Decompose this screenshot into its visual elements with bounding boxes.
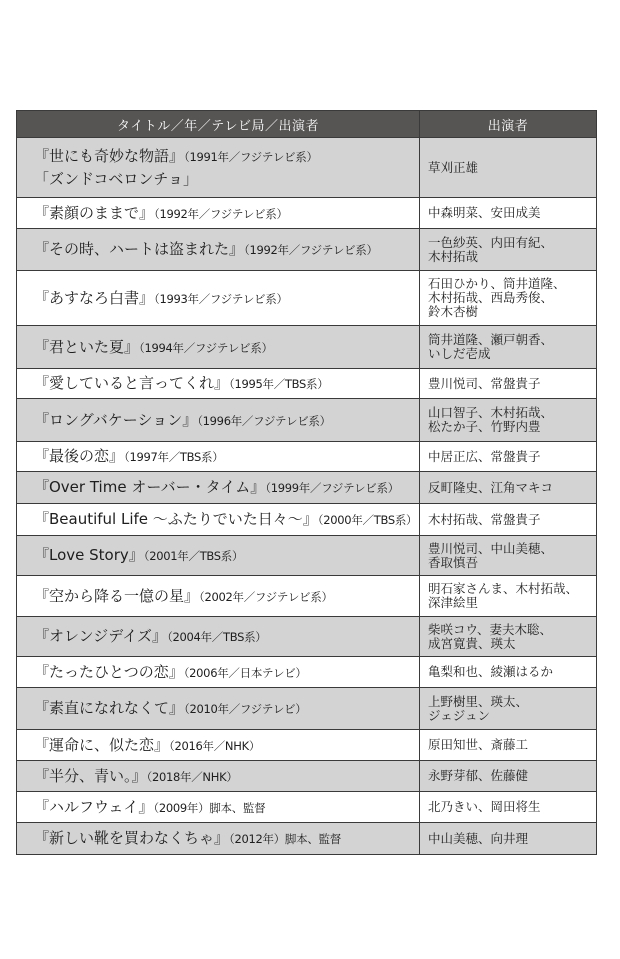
drama-year-network: （1996年／フジテレビ系） xyxy=(197,413,331,428)
drama-title: 『運命に、似た恋』 xyxy=(34,735,170,754)
drama-title: 『ハルフウェイ』 xyxy=(34,797,154,816)
drama-year-network: （1995年／TBS系） xyxy=(229,377,329,391)
drama-year-network: （2000年／TBS系） xyxy=(317,513,418,527)
cast-cell xyxy=(420,823,597,855)
table-row xyxy=(17,761,597,792)
drama-title: 『ロングバケーション』 xyxy=(34,410,198,429)
cast-cell xyxy=(420,326,597,369)
table-row xyxy=(17,229,597,271)
table-row xyxy=(17,536,597,576)
cast-line: 山口智子、木村拓哉、 xyxy=(428,405,554,420)
title-cell xyxy=(17,138,420,198)
drama-table xyxy=(16,110,597,855)
header-title-column: タイトル／年／テレビ局／出演者 xyxy=(17,111,420,138)
cast-line: 亀梨和也、綾瀬はるか xyxy=(428,664,554,679)
cast-line: 一色紗英、内田有紀、 xyxy=(428,234,554,250)
title-cell xyxy=(17,442,420,472)
table-row xyxy=(17,399,597,442)
drama-year-network: （2002年／フジテレビ系） xyxy=(199,589,333,604)
title-cell xyxy=(17,326,420,369)
drama-title: 『その時、ハートは盗まれた』 xyxy=(34,240,245,258)
table-row xyxy=(17,730,597,761)
cast-line: 成宮寛貴、瑛太 xyxy=(428,635,516,651)
cast-line: 香取慎吾 xyxy=(428,554,479,570)
cast-line: 中居正広、常盤貴子 xyxy=(428,448,541,464)
cast-line: 柴咲コウ、妻夫木聡、 xyxy=(428,621,553,637)
title-cell xyxy=(17,761,420,792)
drama-title: 『素直になれなくて』 xyxy=(34,699,185,717)
drama-year-network: （1999年／フジテレビ系） xyxy=(265,481,399,495)
drama-title: 『世にも奇妙な物語』 xyxy=(34,147,185,165)
drama-title: 『最後の恋』 xyxy=(34,447,125,465)
table-row xyxy=(17,688,597,730)
cast-line: 北乃きい、岡田将生 xyxy=(428,799,541,814)
cast-line: 木村拓哉、常盤貴子 xyxy=(428,511,541,527)
cast-cell xyxy=(420,576,597,617)
drama-title: 『Over Time オーバー・タイム』 xyxy=(34,478,266,496)
drama-title: 『素顔のままで』 xyxy=(34,203,155,222)
title-cell xyxy=(17,730,420,761)
cast-cell xyxy=(420,138,597,198)
cast-line: 豊川悦司、常盤貴子 xyxy=(428,375,541,391)
cast-cell xyxy=(420,761,597,792)
title-cell xyxy=(17,792,420,823)
table-body xyxy=(17,138,597,855)
drama-title: 『半分、青い。』 xyxy=(34,766,147,785)
drama-title: 『Love Story』 xyxy=(34,546,144,564)
cast-line: 中森明菜、安田成美 xyxy=(428,205,541,220)
cast-line: 鈴木杏樹 xyxy=(428,304,479,319)
drama-year-network: （1997年／TBS系） xyxy=(124,450,224,464)
table-row xyxy=(17,198,597,229)
cast-line: 永野芽郁、佐藤健 xyxy=(428,768,529,783)
cast-line: 松たか子、竹野内豊 xyxy=(428,419,541,434)
cast-line: 筒井道隆、瀬戸朝香、 xyxy=(428,332,554,347)
table-row xyxy=(17,823,597,855)
cast-line: 中山美穂、向井理 xyxy=(428,830,529,846)
drama-year-network: （2016年／NHK） xyxy=(169,738,261,753)
drama-year-network: （1994年／フジテレビ系） xyxy=(139,340,273,355)
drama-year-network: （2006年／日本テレビ） xyxy=(183,665,307,680)
header-cast-column: 出演者 xyxy=(420,111,597,138)
cast-line: 豊川悦司、中山美穂、 xyxy=(428,540,554,556)
table-row xyxy=(17,369,597,399)
title-cell xyxy=(17,657,420,688)
table-row xyxy=(17,792,597,823)
drama-year-network: （1992年／フジテレビ系） xyxy=(244,243,378,257)
title-cell xyxy=(17,198,420,229)
drama-year-network: （2004年／TBS系） xyxy=(167,630,267,644)
table-row xyxy=(17,472,597,504)
table-row xyxy=(17,326,597,369)
table-row xyxy=(17,504,597,536)
drama-table-container xyxy=(16,110,596,855)
cast-cell xyxy=(420,198,597,229)
cast-line: 石田ひかり、筒井道隆、 xyxy=(428,276,566,291)
title-cell xyxy=(17,369,420,399)
drama-year-network: （2001年／TBS系） xyxy=(143,549,244,563)
cast-cell xyxy=(420,229,597,271)
drama-year-network: （2018年／NHK） xyxy=(146,769,238,784)
drama-title: 『あすなろ白書』 xyxy=(34,288,155,307)
title-cell xyxy=(17,271,420,326)
title-cell xyxy=(17,504,420,536)
drama-year-network: （2009年）脚本、監督 xyxy=(153,800,266,815)
table-row xyxy=(17,442,597,472)
title-cell xyxy=(17,536,420,576)
cast-cell xyxy=(420,399,597,442)
table-row xyxy=(17,271,597,326)
cast-cell xyxy=(420,792,597,823)
title-cell xyxy=(17,688,420,730)
cast-cell xyxy=(420,730,597,761)
cast-cell xyxy=(420,504,597,536)
table-row xyxy=(17,576,597,617)
cast-cell xyxy=(420,688,597,730)
drama-title: 『新しい靴を買わなくちゃ』 xyxy=(34,829,230,847)
drama-title: 『Beautiful Life ～ふたりでいた日々～』 xyxy=(34,510,318,528)
cast-cell xyxy=(420,657,597,688)
cast-cell xyxy=(420,369,597,399)
drama-episode-subtitle: 「ズンドコベロンチョ」 xyxy=(34,170,198,188)
title-cell xyxy=(17,229,420,271)
drama-title: 『オレンジデイズ』 xyxy=(34,627,168,645)
cast-cell xyxy=(420,536,597,576)
drama-year-network: （1992年／フジテレビ系） xyxy=(154,206,288,221)
table-row xyxy=(17,138,597,198)
cast-line: 明石家さんま、木村拓哉、 xyxy=(428,581,579,596)
cast-line: 木村拓哉 xyxy=(428,248,479,264)
cast-cell xyxy=(420,617,597,657)
title-cell xyxy=(17,576,420,617)
title-cell xyxy=(17,399,420,442)
table-row xyxy=(17,657,597,688)
drama-title: 『空から降る一億の星』 xyxy=(34,586,200,605)
title-cell xyxy=(17,617,420,657)
cast-line: 深津絵里 xyxy=(428,595,479,610)
table-row xyxy=(17,617,597,657)
cast-line: 草刈正雄 xyxy=(428,159,479,175)
cast-line: 木村拓哉、西島秀俊、 xyxy=(428,290,554,305)
drama-title: 『君といた夏』 xyxy=(34,337,140,356)
cast-cell xyxy=(420,442,597,472)
cast-line: ジェジュン xyxy=(428,707,491,723)
cast-line: 上野樹里、瑛太、 xyxy=(428,693,529,709)
drama-year-network: （2012年）脚本、監督 xyxy=(229,832,341,846)
drama-year-network: （1993年／フジテレビ系） xyxy=(154,291,288,306)
title-cell xyxy=(17,823,420,855)
drama-title: 『たったひとつの恋』 xyxy=(34,662,184,681)
cast-line: 反町隆史、江角マキコ xyxy=(428,479,554,495)
drama-year-network: （1991年／フジテレビ系） xyxy=(184,150,318,164)
cast-line: 原田知世、斎藤工 xyxy=(428,737,529,752)
cast-cell xyxy=(420,271,597,326)
cast-line: いしだ壱成 xyxy=(428,346,491,361)
drama-title: 『愛していると言ってくれ』 xyxy=(34,374,230,392)
drama-year-network: （2010年／フジテレビ） xyxy=(184,702,307,716)
cast-cell xyxy=(420,472,597,504)
table-header-row xyxy=(17,111,597,138)
title-cell xyxy=(17,472,420,504)
